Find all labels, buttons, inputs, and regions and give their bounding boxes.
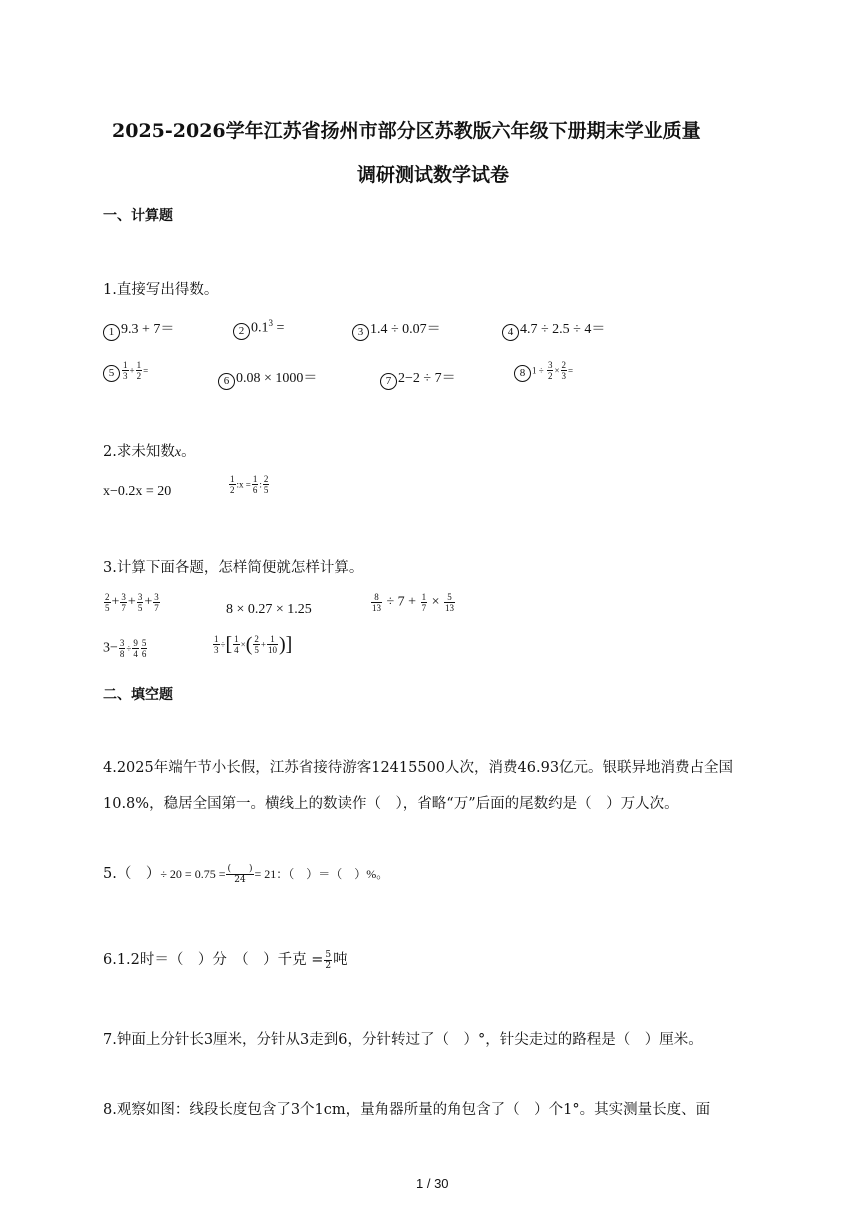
- fraction: [120, 592, 127, 613]
- numerator: 2: [561, 360, 567, 370]
- circled-number: 2: [233, 323, 250, 340]
- fraction: [561, 360, 568, 381]
- fraction: [137, 592, 144, 613]
- numerator: 1: [267, 634, 278, 645]
- q2-equation-1: x−0.2x = 20: [103, 484, 172, 499]
- question-8: 8.观察如图：线段长度包含了3个1cm，量角器所量的角包含了（ ）个1°。其实测量长度、面: [103, 1102, 711, 1118]
- fraction: [104, 592, 111, 613]
- denominator: 13: [445, 603, 454, 613]
- denominator: 2: [136, 371, 142, 381]
- equals: =: [143, 365, 149, 376]
- numerator: 3: [154, 592, 159, 602]
- q6-lead: 6.1.2时＝（ ）分 （ ）千克 =: [103, 952, 324, 968]
- circled-number: 3: [352, 324, 369, 341]
- denominator: 10: [267, 645, 277, 655]
- operator: ÷: [126, 643, 132, 654]
- circled-number: 6: [218, 373, 235, 390]
- question-3-stem: 3.计算下面各题，怎样简便就怎样计算。: [103, 560, 364, 576]
- denominator: 6: [141, 649, 147, 659]
- circled-number: 5: [103, 365, 120, 382]
- denominator: 13: [372, 603, 381, 613]
- denominator: 6: [252, 485, 258, 495]
- circled-number: 7: [380, 373, 397, 390]
- operator: +: [129, 365, 135, 376]
- numerator: 1: [214, 634, 219, 644]
- fraction: [229, 474, 236, 495]
- q1-item-6: [218, 367, 317, 390]
- q1-item-expr: 9.3 + 7＝: [121, 322, 175, 337]
- page-number: 1 / 30: [416, 1176, 449, 1191]
- numerator: 1: [136, 360, 142, 370]
- numerator: 3: [119, 638, 125, 648]
- q1-item-5: [103, 360, 148, 382]
- denominator: 2: [547, 371, 553, 381]
- operator: ×: [554, 365, 560, 376]
- question-5: [103, 862, 388, 885]
- numerator: 3: [137, 592, 143, 602]
- question-4-line-1: 4.2025年端午节小长假，江苏省接待游客12415500人次，消费46.93亿元。银联异地消费占全国: [103, 760, 734, 776]
- fraction: [213, 634, 220, 655]
- fraction: [252, 474, 259, 495]
- fraction: [267, 634, 278, 655]
- numerator: 3: [547, 360, 553, 370]
- denominator: 5: [263, 485, 269, 495]
- fraction: [153, 592, 160, 613]
- fraction: [226, 864, 253, 885]
- denominator: 24: [234, 874, 246, 885]
- q1-item-tail: =: [273, 320, 285, 336]
- numerator: 1: [234, 634, 239, 644]
- numerator: 1: [123, 360, 128, 370]
- q2-stem-text: 2.求未知数: [103, 444, 175, 460]
- right-bracket: ]: [285, 633, 293, 656]
- lead: 1 ÷: [532, 365, 546, 376]
- q3-e3-mid2: ×: [431, 594, 440, 610]
- denominator: 3: [123, 371, 128, 381]
- q1-item-expr: 0.1: [251, 320, 269, 336]
- q2-stem-end: 。: [181, 444, 196, 460]
- q1-item-expr: 2−2 ÷ 7＝: [398, 371, 456, 386]
- numerator-blank: ( ): [227, 863, 253, 874]
- question-1-stem: 1.直接写出得数。: [103, 282, 219, 298]
- fraction: [132, 638, 139, 659]
- numerator: 5: [141, 638, 147, 648]
- question-7: 7.钟面上分针长3厘米，分针从3走到6，分针转过了（ ）°，针尖走过的路程是（ ）厘米。: [103, 1032, 703, 1048]
- circled-number: 8: [514, 365, 531, 382]
- circled-number: 4: [502, 324, 519, 341]
- question-6: [103, 948, 348, 971]
- section-heading-fill: 二、填空题: [103, 687, 173, 703]
- numerator: 5: [325, 949, 332, 960]
- question-2-stem: [103, 440, 196, 461]
- q1-item-expr: 1.4 ÷ 0.07＝: [370, 322, 441, 337]
- operator: ×: [240, 639, 246, 650]
- denominator: 5: [254, 645, 259, 655]
- fraction: [122, 360, 129, 381]
- numerator: 3: [121, 592, 126, 602]
- q1-item-2: [233, 318, 284, 340]
- denominator: 2: [325, 960, 332, 971]
- q1-item-expr: 0.08 × 1000＝: [236, 371, 318, 386]
- q1-item-8: [514, 360, 573, 382]
- denominator: 5: [137, 603, 143, 613]
- fraction: [421, 592, 428, 613]
- numerator: 2: [254, 634, 259, 644]
- section-heading-calc: 一、计算题: [103, 208, 173, 224]
- fraction: [141, 638, 148, 659]
- fraction: [233, 634, 240, 655]
- q3-expr-1: $\frac{2}{5}$ + $\frac{3}{7}$ + $\frac{3}{5}$ + $\frac{3}{7}$: [105, 592, 159, 613]
- right-paren: ): [278, 633, 286, 656]
- numerator: 2: [105, 592, 110, 602]
- q5-lead: 5.（ ）: [103, 866, 161, 882]
- denominator: 5: [105, 603, 110, 613]
- denominator: 2: [230, 485, 235, 495]
- numerator: 1: [421, 592, 427, 602]
- q5-tail: = 21：（ ）＝（ ）%。: [254, 867, 389, 881]
- fraction: [263, 474, 270, 495]
- left-bracket: [: [225, 633, 233, 656]
- denominator: 7: [154, 603, 159, 613]
- q3-e3-mid1: ÷ 7 +: [386, 594, 417, 610]
- circled-number: 1: [103, 324, 120, 341]
- exponent: 3: [268, 318, 273, 328]
- operator: ÷: [220, 639, 226, 650]
- ratio-sep: :: [259, 479, 262, 490]
- q3-expr-4: [103, 638, 148, 659]
- title-line-2: 调研测试数学试卷: [357, 164, 510, 186]
- fraction: [119, 638, 126, 659]
- q1-item-expr: 4.7 ÷ 2.5 ÷ 4＝: [520, 322, 606, 337]
- denominator: 7: [121, 603, 126, 613]
- title-line-1: 2025-2026学年江苏省扬州市部分区苏教版六年级下册期末学业质量: [112, 120, 701, 142]
- fraction: [547, 360, 554, 381]
- left-paren: (: [245, 633, 253, 656]
- q1-item-3: [352, 318, 441, 341]
- q2-eq2-mid: :x =: [236, 479, 251, 490]
- q1-item-1: [103, 318, 174, 341]
- q3-e4-lead: 3−: [103, 640, 118, 656]
- fraction: [444, 592, 455, 613]
- fraction: [136, 360, 143, 381]
- equals: =: [568, 365, 574, 376]
- numerator: 1: [230, 474, 235, 484]
- q5-mid: ÷ 20 = 0.75 =: [160, 867, 226, 881]
- numerator: 1: [252, 474, 258, 484]
- variable: x: [174, 445, 182, 460]
- q6-tail: 吨: [333, 952, 348, 968]
- numerator: 2: [263, 474, 269, 484]
- fraction: [324, 950, 332, 971]
- q3-expr-3: [370, 592, 456, 613]
- denominator: 8: [119, 649, 125, 659]
- fraction: [371, 592, 382, 613]
- fraction: [253, 634, 260, 655]
- denominator: 7: [421, 603, 427, 613]
- q1-item-7: [380, 367, 456, 390]
- q3-expr-5: [212, 634, 292, 655]
- numerator: 8: [371, 592, 382, 603]
- q3-expr-2: 8 × 0.27 × 1.25: [226, 602, 312, 617]
- numerator: 9: [133, 638, 138, 648]
- q1-item-4: [502, 318, 605, 341]
- denominator: 3: [561, 371, 567, 381]
- q2-equation-2: [228, 474, 270, 495]
- denominator: 4: [234, 645, 239, 655]
- denominator: 3: [214, 645, 219, 655]
- question-4-line-2: 10.8%，稳居全国第一。横线上的数读作（ ），省略“万”后面的尾数约是（ ）万人次。: [103, 796, 679, 812]
- denominator: 4: [133, 649, 138, 659]
- operator: +: [260, 639, 266, 650]
- numerator: 5: [444, 592, 455, 603]
